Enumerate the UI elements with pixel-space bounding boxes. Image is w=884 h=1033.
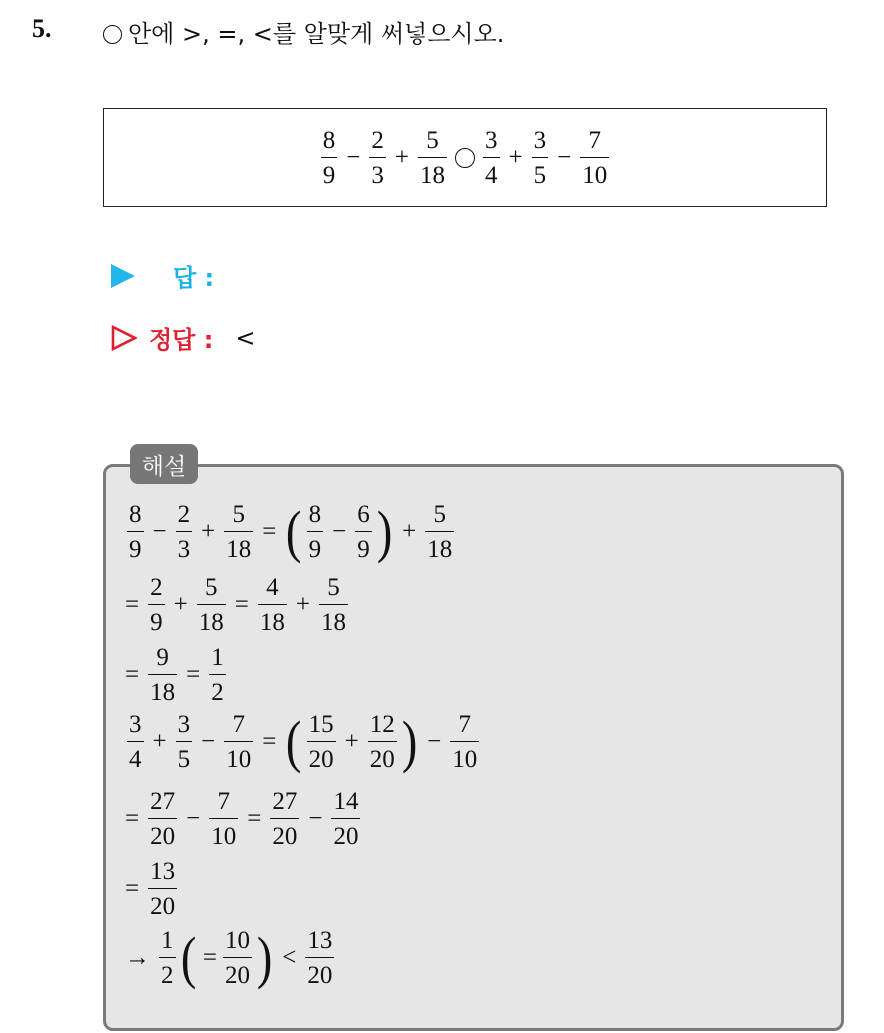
numerator: 7 xyxy=(217,788,230,815)
fraction xyxy=(127,712,144,772)
numerator: 1 xyxy=(161,927,174,954)
numerator: 14 xyxy=(333,788,359,815)
answer-label: 답 : xyxy=(173,264,215,292)
correct-answer-label: 정답 : xyxy=(149,326,214,354)
fraction xyxy=(307,712,336,772)
solution-line-5 xyxy=(125,789,362,849)
fraction xyxy=(483,128,500,188)
operator: + xyxy=(394,143,409,171)
operator: = xyxy=(125,875,140,902)
numerator: 5 xyxy=(232,501,245,528)
numerator: 5 xyxy=(204,574,218,601)
operator: + xyxy=(201,518,216,545)
fraction xyxy=(355,502,372,562)
parenthesis: ( xyxy=(286,499,302,564)
denominator: 10 xyxy=(209,818,238,849)
parenthesis: ) xyxy=(256,925,273,990)
numerator: 2 xyxy=(371,126,384,154)
numerator: 7 xyxy=(588,126,601,154)
parenthesis: ( xyxy=(180,925,196,990)
denominator: 20 xyxy=(148,818,177,849)
parenthesis: ) xyxy=(376,499,393,564)
numerator: 27 xyxy=(150,788,176,815)
problem-box xyxy=(103,108,827,207)
outline-triangle-icon xyxy=(111,325,137,351)
operator: + xyxy=(173,591,188,618)
denominator: 18 xyxy=(425,531,454,562)
solution-line-6 xyxy=(125,859,179,919)
denominator: 9 xyxy=(127,531,144,562)
fraction xyxy=(159,928,176,988)
fraction xyxy=(532,128,549,188)
parenthesis: ) xyxy=(401,709,418,774)
numerator: 1 xyxy=(211,644,224,671)
fraction xyxy=(580,128,609,188)
fraction xyxy=(321,128,338,188)
numerator: 10 xyxy=(224,927,250,954)
operator: + xyxy=(295,591,310,618)
numerator: 3 xyxy=(177,711,191,738)
denominator: 18 xyxy=(418,157,447,188)
denominator: 18 xyxy=(197,604,226,635)
answer-blank-circle[interactable] xyxy=(455,148,475,168)
parenthesis: ( xyxy=(286,709,302,774)
numerator: 15 xyxy=(308,711,334,738)
denominator: 20 xyxy=(270,818,299,849)
operator: − xyxy=(152,518,167,545)
denominator: 9 xyxy=(355,531,372,562)
numerator: 3 xyxy=(533,126,547,154)
operator: + xyxy=(152,728,167,755)
denominator: 20 xyxy=(331,818,360,849)
fraction xyxy=(270,789,299,849)
numerator: 13 xyxy=(150,858,176,885)
play-triangle-icon xyxy=(111,264,135,288)
operator: + xyxy=(344,728,359,755)
denominator: 9 xyxy=(307,531,324,562)
solution-line-4 xyxy=(125,709,481,774)
solution-line-7 xyxy=(125,925,336,990)
operator: − xyxy=(186,805,201,832)
denominator: 2 xyxy=(159,957,176,988)
numerator: 8 xyxy=(129,501,142,528)
numerator: 2 xyxy=(177,501,191,528)
denominator: 5 xyxy=(176,741,193,772)
denominator: 18 xyxy=(319,604,348,635)
operator: < xyxy=(282,944,297,971)
fraction xyxy=(450,712,479,772)
correct-answer-value: < xyxy=(235,323,256,352)
numerator: 13 xyxy=(307,927,333,954)
numerator: 8 xyxy=(308,501,322,528)
fraction xyxy=(197,575,226,635)
denominator: 2 xyxy=(209,674,226,705)
denominator: 18 xyxy=(224,531,253,562)
denominator: 10 xyxy=(450,741,479,772)
denominator: 10 xyxy=(580,157,609,188)
denominator: 3 xyxy=(369,157,386,188)
fraction xyxy=(176,712,193,772)
operator: = xyxy=(125,661,140,688)
denominator: 4 xyxy=(483,157,500,188)
fraction xyxy=(305,928,334,988)
fraction xyxy=(369,128,386,188)
solution-line-2 xyxy=(125,575,350,635)
numerator: 3 xyxy=(485,126,498,154)
numerator: 5 xyxy=(327,574,340,601)
denominator: 10 xyxy=(224,741,253,772)
numerator: 5 xyxy=(426,126,439,154)
fraction xyxy=(148,789,177,849)
question-text-row xyxy=(103,14,504,49)
operator: − xyxy=(557,143,572,171)
solution-line-1 xyxy=(125,499,456,564)
operator: − xyxy=(346,143,361,171)
operator: = xyxy=(125,591,140,618)
answer-row xyxy=(111,258,214,293)
fraction xyxy=(224,502,253,562)
correct-answer-row xyxy=(111,320,255,355)
denominator: 3 xyxy=(176,531,193,562)
fraction xyxy=(258,575,287,635)
fraction xyxy=(307,502,324,562)
solution-line-3 xyxy=(125,645,228,705)
fraction xyxy=(209,645,226,705)
operator: = xyxy=(125,805,140,832)
operator: = xyxy=(186,661,201,688)
numerator: 7 xyxy=(458,711,471,738)
fraction xyxy=(425,502,454,562)
denominator: 18 xyxy=(148,674,177,705)
fraction xyxy=(127,502,144,562)
fraction xyxy=(223,928,252,988)
question-number: 5. xyxy=(32,14,52,43)
denominator: 20 xyxy=(368,741,397,772)
numerator: 9 xyxy=(156,644,169,671)
problem-expression xyxy=(319,128,611,188)
solution-tag: 해설 xyxy=(130,444,198,484)
denominator: 5 xyxy=(532,157,549,188)
numerator: 5 xyxy=(433,501,446,528)
fraction xyxy=(148,645,177,705)
fraction xyxy=(148,859,177,919)
fraction xyxy=(148,575,165,635)
fraction xyxy=(331,789,360,849)
fraction xyxy=(176,502,193,562)
denominator: 9 xyxy=(148,604,165,635)
denominator: 20 xyxy=(305,957,334,988)
operator: + xyxy=(402,518,417,545)
arrow-right-icon: → xyxy=(125,944,150,971)
fraction xyxy=(224,712,253,772)
question-text: 안에 >, =, <를 알맞게 써넣으시오. xyxy=(128,20,505,48)
operator: = xyxy=(262,518,277,545)
fraction xyxy=(368,712,397,772)
numerator: 6 xyxy=(357,501,370,528)
numerator: 2 xyxy=(150,574,163,601)
operator: − xyxy=(332,518,347,545)
numerator: 3 xyxy=(129,711,142,738)
numerator: 27 xyxy=(272,788,298,815)
operator: − xyxy=(308,805,323,832)
operator: = xyxy=(234,591,249,618)
operator: − xyxy=(201,728,216,755)
numerator: 7 xyxy=(232,711,245,738)
denominator: 9 xyxy=(321,157,338,188)
numerator: 12 xyxy=(369,711,395,738)
blank-circle-icon xyxy=(103,25,122,44)
operator: = xyxy=(202,944,217,971)
operator: = xyxy=(247,805,262,832)
operator: − xyxy=(427,728,442,755)
denominator: 20 xyxy=(307,741,336,772)
denominator: 20 xyxy=(148,888,177,919)
fraction xyxy=(209,789,238,849)
numerator: 8 xyxy=(322,126,336,154)
fraction xyxy=(319,575,348,635)
operator: = xyxy=(262,728,277,755)
operator: + xyxy=(508,143,523,171)
denominator: 18 xyxy=(258,604,287,635)
denominator: 4 xyxy=(127,741,144,772)
fraction xyxy=(418,128,447,188)
numerator: 4 xyxy=(266,574,279,601)
denominator: 20 xyxy=(223,957,252,988)
